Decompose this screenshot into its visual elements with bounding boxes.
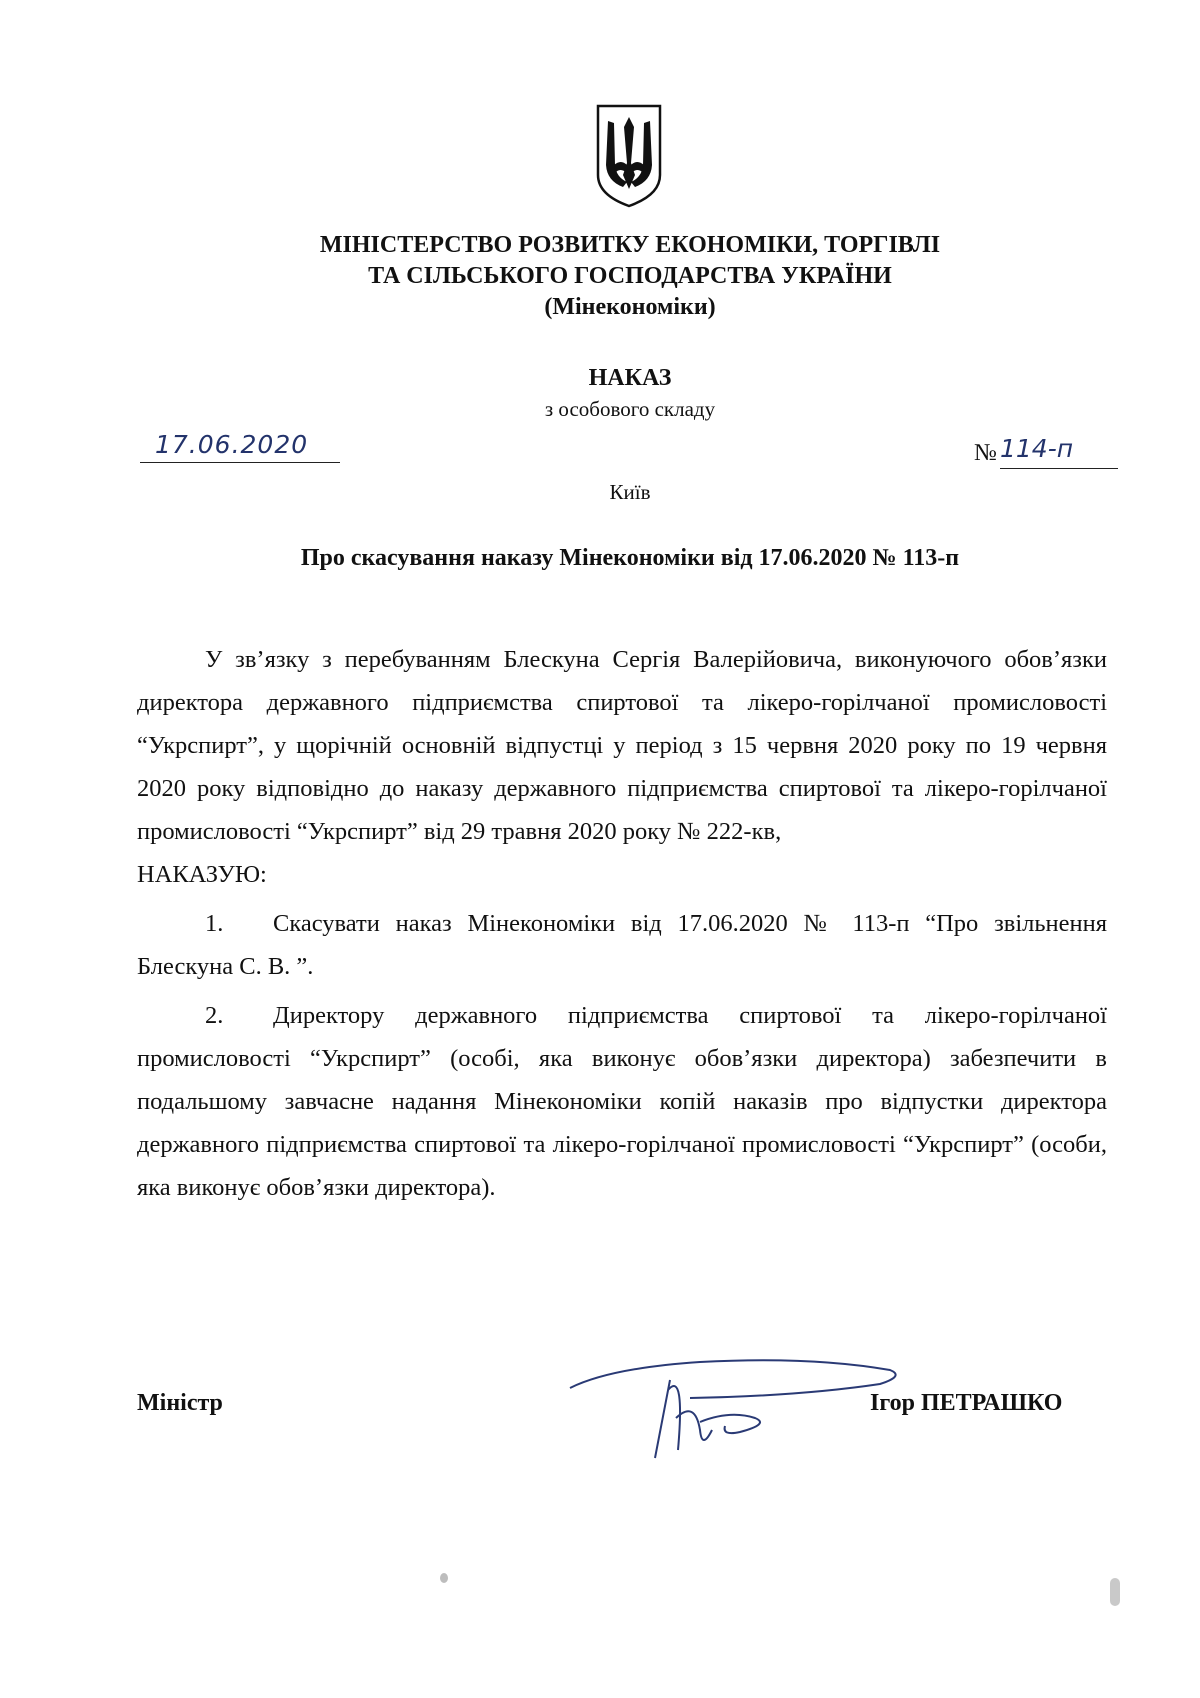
order-body xyxy=(137,638,1107,1209)
order-subject: Про скасування наказу Мінекономіки від 17.06.2020 № 113-п xyxy=(300,545,960,571)
order-item xyxy=(137,902,1107,988)
order-city: Київ xyxy=(609,480,651,504)
order-item-text: Директору державного підприємства спиртової та лікеро-горілчаної промисловості “Укрспирт” (особі, яка виконує обов’язки директора) забезпечити в подальшому завчасне надання Мінекономіки копій наказів про відпустки директора державного підприємства спиртової та лікеро-горілчаної промисловості “Укрспирт” (особи, яка виконує обов’язки директора). xyxy=(137,1002,1107,1201)
order-item-text: Скасувати наказ Мінекономіки від 17.06.2020 № 113-п “Про звільнення Блескуна С. В. ”. xyxy=(137,910,1107,980)
scan-speck xyxy=(440,1573,448,1583)
order-title: НАКАЗ xyxy=(588,365,672,391)
number-underline xyxy=(1000,468,1118,469)
order-number-handwritten: 114-п xyxy=(1000,434,1074,463)
signatory-name: Ігор ПЕТРАШКО xyxy=(870,1390,1063,1416)
order-subtitle: з особового складу xyxy=(544,397,716,421)
order-preamble: У зв’язку з перебуванням Блескуна Сергія Валерійовича, виконуючого обов’язки директора державного підприємства спиртової та лікеро-горілчаної промисловості “Укрспирт”, у щорічній основній відпустці у період з 15 червня 2020 року по 19 червня 2020 року відповідно до наказу державного підприємства спиртової та лікеро-горілчаної промисловості “Укрспирт” від 29 травня 2020 року № 222-кв, xyxy=(137,646,1107,845)
order-command-word: НАКАЗУЮ: xyxy=(137,861,267,888)
order-item xyxy=(137,994,1107,1209)
signatory-position: Міністр xyxy=(137,1390,223,1416)
ministry-short-name: (Мінекономіки) xyxy=(544,294,716,320)
trident-emblem-icon xyxy=(594,103,664,209)
date-underline xyxy=(140,462,340,463)
ministry-name-line1: МІНІСТЕРСТВО РОЗВИТКУ ЕКОНОМІКИ, ТОРГІВЛІ xyxy=(319,232,941,258)
ministry-name-line2: ТА СІЛЬСЬКОГО ГОСПОДАРСТВА УКРАЇНИ xyxy=(368,263,892,289)
order-item-number: 1. xyxy=(205,910,224,937)
order-date-handwritten: 17.06.2020 xyxy=(155,430,309,459)
order-number-label: № xyxy=(974,440,997,466)
ministry-header xyxy=(150,230,1110,323)
order-item-number: 2. xyxy=(205,1002,224,1029)
scan-speck xyxy=(1110,1578,1120,1606)
